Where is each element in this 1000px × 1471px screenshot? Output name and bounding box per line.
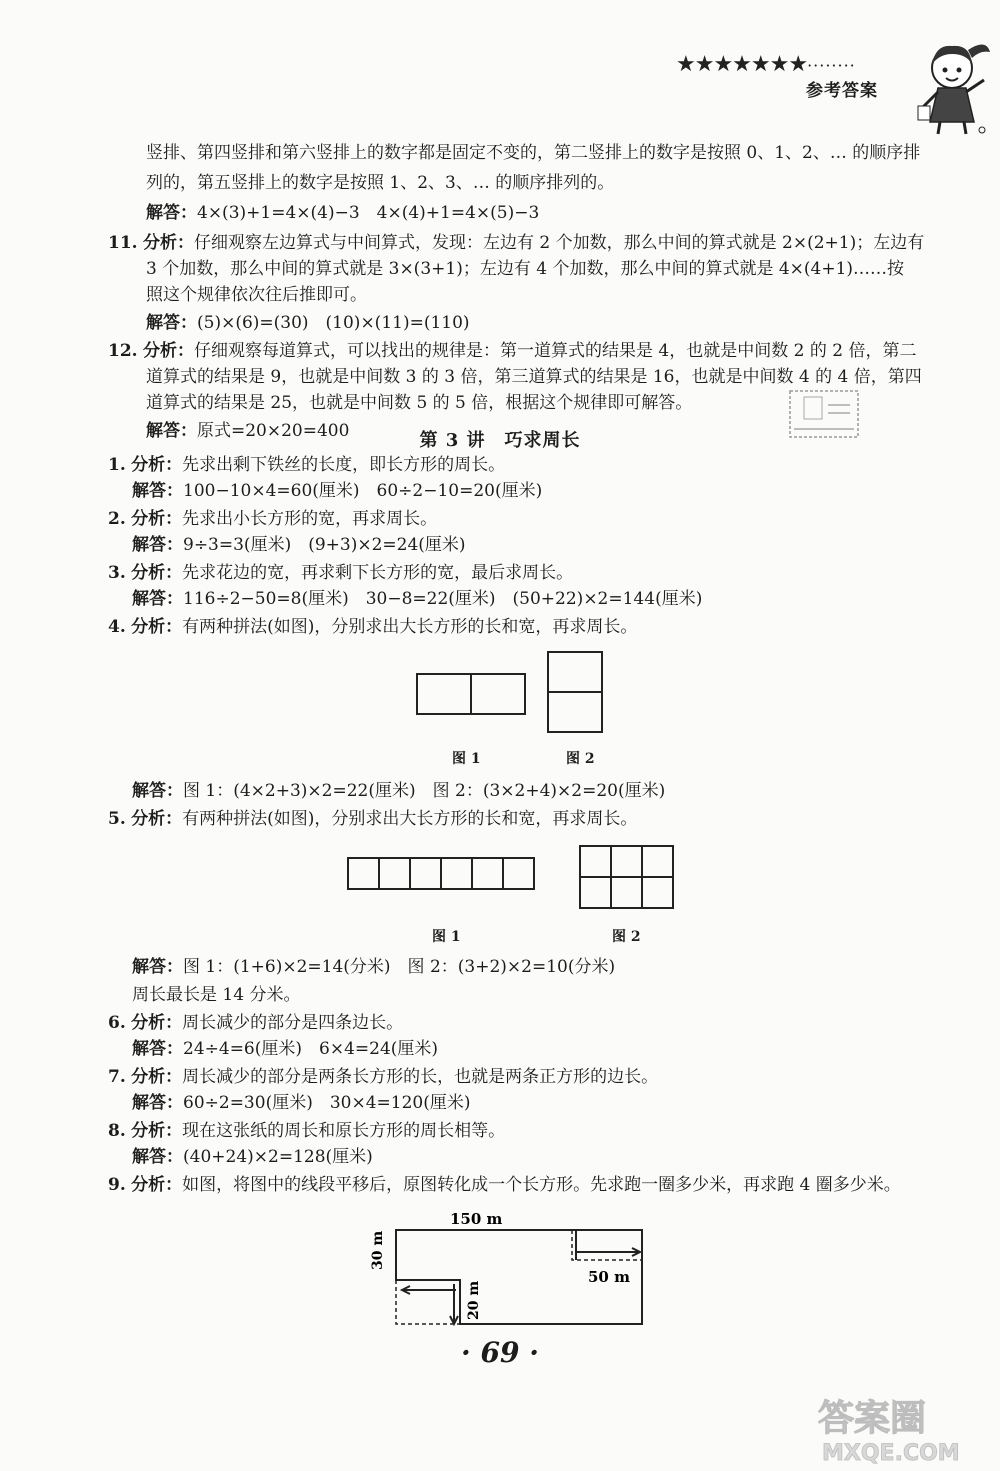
answer-text: 原式=20×20=400 [197,421,350,441]
figure-rect [548,692,602,732]
figure-rect [417,674,471,714]
answer-line [132,586,702,612]
section-title: 第 3 讲 巧求周长 [419,430,581,451]
analysis-text: 有两种拼法(如图)，分别求出大长方形的长和宽，再求周长。 [182,809,638,829]
answer-label: 解答： [132,1147,183,1167]
answer-label: 解答： [132,1093,183,1113]
analysis-text: 周长减少的部分是四条边长。 [182,1013,404,1033]
svg-text:答案圈: 答案圈 [818,1398,927,1439]
mascot-girl-icon [910,30,994,140]
answer-label: 解答： [132,781,183,801]
analysis-text: 先求花边的宽，再求剩下长方形的宽，最后求周长。 [182,563,574,583]
analysis-text: 如图，将图中的线段平移后，原图转化成一个长方形。先求跑一圈多少米，再求跑 4 圈多少米。 [182,1175,901,1195]
figure-caption: 图 1 [452,751,481,767]
text-line: 照这个规律依次往后推即可。 [146,285,367,305]
analysis-label: 分析： [131,509,183,529]
answer-label: 解答： [132,589,183,609]
answer-label: 解答： [132,535,183,555]
analysis-text: 先求出小长方形的宽，再求周长。 [182,509,438,529]
question-11 [108,230,924,256]
figure-rect [548,652,602,692]
question-12 [108,338,916,364]
analysis-text: 仔细观察左边算式与中间算式，发现：左边有 2 个加数，那么中间的算式就是 2×(2+1)；左边有 [193,233,925,253]
answer-line [132,532,466,558]
item-number: 4. [108,617,126,637]
analysis-label: 分析： [142,233,194,253]
answer-text: (5)×(6)=(30) (10)×(11)=(110) [197,313,470,333]
analysis-label: 分析： [131,455,183,475]
item-number: 9. [108,1175,126,1195]
answer-line [146,200,539,226]
answer-label: 解答： [146,203,197,223]
item-number: 6. [108,1013,126,1033]
item-2 [108,506,437,532]
item-number: 7. [108,1067,126,1087]
analysis-text: 仔细观察每道算式，可以找出的规律是：第一道算式的结果是 4，也就是中间数 2 的 2 倍，第二 [193,341,917,361]
figure-caption: 图 2 [612,929,641,945]
item-number: 1. [108,455,126,475]
item-9 [108,1172,901,1198]
text-line: 道算式的结果是 9，也就是中间数 3 的 3 倍，第三道算式的结果是 16，也就是中间数 4 的 4 倍，第四 [146,367,922,387]
label-left: 30 m [370,1230,386,1270]
analysis-label: 分析： [131,617,183,637]
label-top: 150 m [450,1210,503,1228]
question-number: 11. [108,233,138,253]
page-number: · 69 · [461,1336,539,1369]
text-line: 道算式的结果是 25，也就是中间数 5 的 5 倍，根据这个规律即可解答。 [146,393,693,413]
analysis-text: 先求出剩下铁丝的长度，即长方形的周长。 [182,455,506,475]
question-number: 12. [108,341,138,361]
answer-text: 图 1：(4×2+3)×2=22(厘米) 图 2：(3×2+4)×2=20(厘米) [183,781,666,801]
answer-label: 解答： [132,481,183,501]
item-1 [108,452,505,478]
item-7 [108,1064,658,1090]
label-inner: 20 m [466,1280,482,1320]
analysis-label: 分析： [131,563,183,583]
analysis-label: 分析： [131,1121,183,1141]
answer-label: 解答： [132,1039,183,1059]
figure-q5 [346,842,678,912]
analysis-label: 分析： [131,809,183,829]
text-line: 3 个加数，那么中间的算式就是 3×(3+1)；左边有 4 个加数，那么中间的算式就是 4×(4+1)……按 [146,259,905,279]
item-6 [108,1010,403,1036]
answer-text: 116÷2−50=8(厘米) 30−8=22(厘米) (50+22)×2=144(厘米) [183,589,703,609]
text-line: 周长最长是 14 分米。 [132,985,301,1005]
text-line: 列的，第五竖排上的数字是按照 1、2、3、… 的顺序排列的。 [146,173,615,193]
analysis-label: 分析： [131,1013,183,1033]
analysis-text: 周长减少的部分是两条长方形的长，也就是两条正方形的边长。 [182,1067,659,1087]
item-number: 2. [108,509,126,529]
item-3 [108,560,573,586]
watermark-logo [810,1390,990,1468]
item-number: 3. [108,563,126,583]
item-4 [108,614,637,640]
answer-text: 24÷4=6(厘米) 6×4=24(厘米) [183,1039,439,1059]
answer-label: 解答： [146,421,197,441]
answer-line [132,1036,438,1062]
answer-line [132,1144,373,1170]
analysis-text: 有两种拼法(如图)，分别求出大长方形的长和宽，再求周长。 [182,617,638,637]
figure-rect [471,674,525,714]
item-number: 5. [108,809,126,829]
text-line: 竖排、第四竖排和第六竖排上的数字都是固定不变的，第二竖排上的数字是按照 0、1、2、… 的顺序排 [146,143,921,163]
header-stars: ★★★★★★★········ [676,52,856,77]
answer-label: 解答： [132,957,183,977]
item-8 [108,1118,505,1144]
dashed-shift [572,1230,642,1260]
header-title: 参考答案 [806,81,878,101]
item-5 [108,806,637,832]
answer-text: 60÷2=30(厘米) 30×4=120(厘米) [183,1093,471,1113]
answer-line [132,478,542,504]
answer-line [146,310,470,336]
answer-text: 4×(3)+1=4×(4)−3 4×(4)+1=4×(5)−3 [197,203,540,223]
figure-caption: 图 1 [432,929,461,945]
analysis-text: 现在这张纸的周长和原长方形的周长相等。 [182,1121,506,1141]
item-number: 8. [108,1121,126,1141]
answer-line [132,1090,470,1116]
answer-text: 100−10×4=60(厘米) 60÷2−10=20(厘米) [183,481,543,501]
svg-text:MXQE.COM: MXQE.COM [822,1441,960,1466]
figure-q4 [415,650,610,735]
figure-q9-track [360,1208,660,1332]
analysis-label: 分析： [131,1175,183,1195]
answer-text: (40+24)×2=128(厘米) [183,1147,373,1167]
analysis-label: 分析： [142,341,194,361]
answer-label: 解答： [146,313,197,333]
answer-text: 图 1：(1+6)×2=14(分米) 图 2：(3+2)×2=10(分米) [183,957,616,977]
figure-caption: 图 2 [566,751,595,767]
answer-line [132,954,615,980]
analysis-label: 分析： [131,1067,183,1087]
answer-line [132,778,665,804]
label-right: 50 m [588,1268,630,1286]
answer-text: 9÷3=3(厘米) (9+3)×2=24(厘米) [183,535,466,555]
